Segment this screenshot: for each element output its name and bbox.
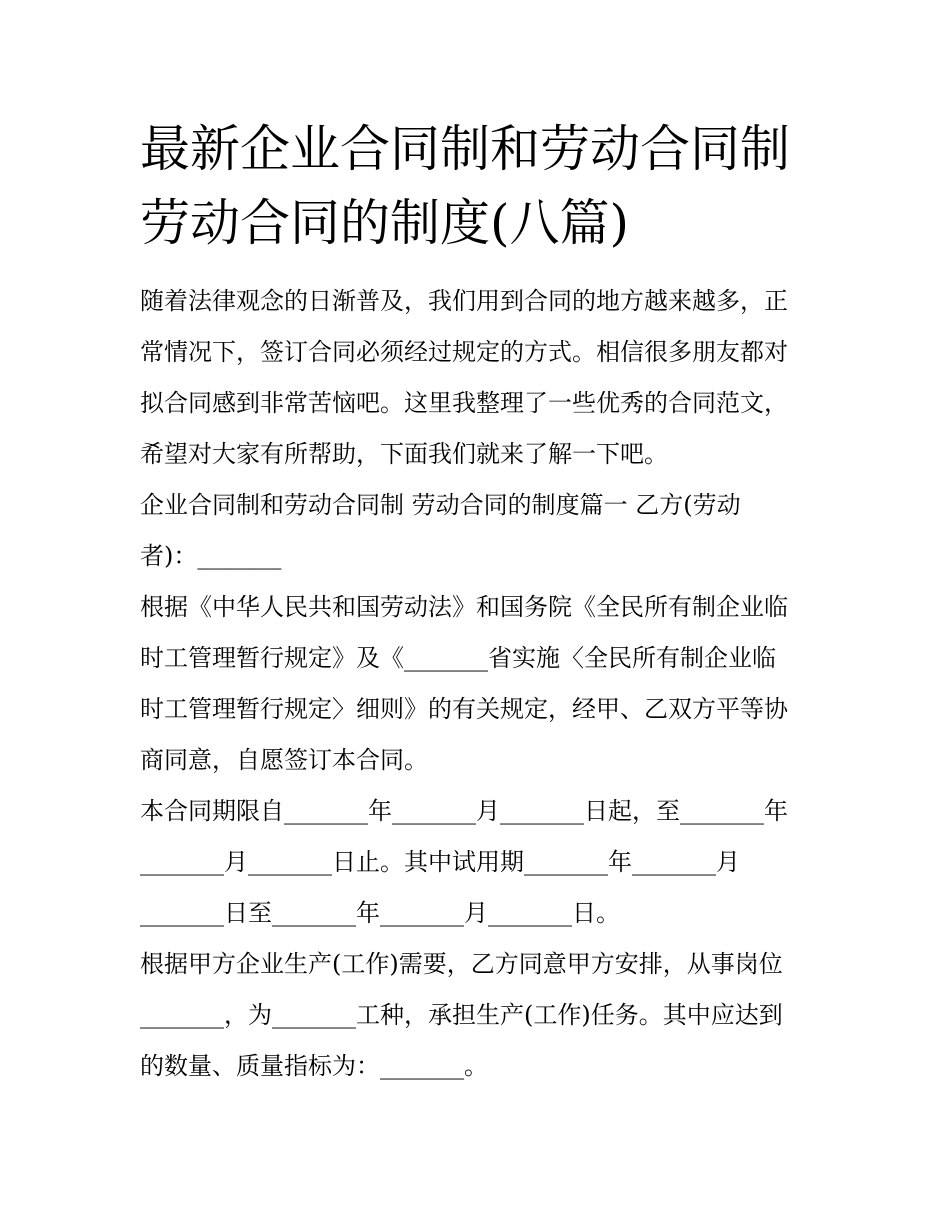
body-line: 者)：_______ <box>140 542 282 570</box>
body-line: 商同意，自愿签订本合同。 <box>140 746 428 774</box>
body-line: 根据甲方企业生产(工作)需要，乙方同意甲方安排，从事岗位 <box>140 950 783 978</box>
title-line-2: 劳动合同的制度(八篇) <box>140 194 630 252</box>
body-line: 根据《中华人民共和国劳动法》和国务院《全民所有制企业临 <box>140 593 788 621</box>
document-body <box>140 276 812 1092</box>
body-line: 时工管理暂行规定〉细则》的有关规定，经甲、乙双方平等协 <box>140 695 788 723</box>
body-line: 随着法律观念的日渐普及，我们用到合同的地方越来越多，正 <box>140 287 788 315</box>
body-line: _______日至_______年_______月_______日。 <box>140 899 620 927</box>
body-line: 的数量、质量指标为：_______。 <box>140 1052 488 1080</box>
body-line: 时工管理暂行规定》及《_______省实施〈全民所有制企业临 <box>140 644 776 672</box>
document-title <box>140 112 820 260</box>
body-line: 企业合同制和劳动合同制 劳动合同的制度篇一 乙方(劳动 <box>140 491 741 519</box>
body-line: 希望对大家有所帮助，下面我们就来了解一下吧。 <box>140 440 668 468</box>
body-line: 拟合同感到非常苦恼吧。这里我整理了一些优秀的合同范文， <box>140 389 788 417</box>
body-line: _______月_______日止。其中试用期_______年_______月 <box>140 848 740 876</box>
title-line-1: 最新企业合同制和劳动合同制 <box>140 120 790 178</box>
body-line: 本合同期限自_______年_______月_______日起，至_______年 <box>140 797 788 825</box>
body-line: 常情况下，签订合同必须经过规定的方式。相信很多朋友都对 <box>140 338 788 366</box>
body-line: _______，为_______工种，承担生产(工作)任务。其中应达到 <box>140 1001 783 1029</box>
